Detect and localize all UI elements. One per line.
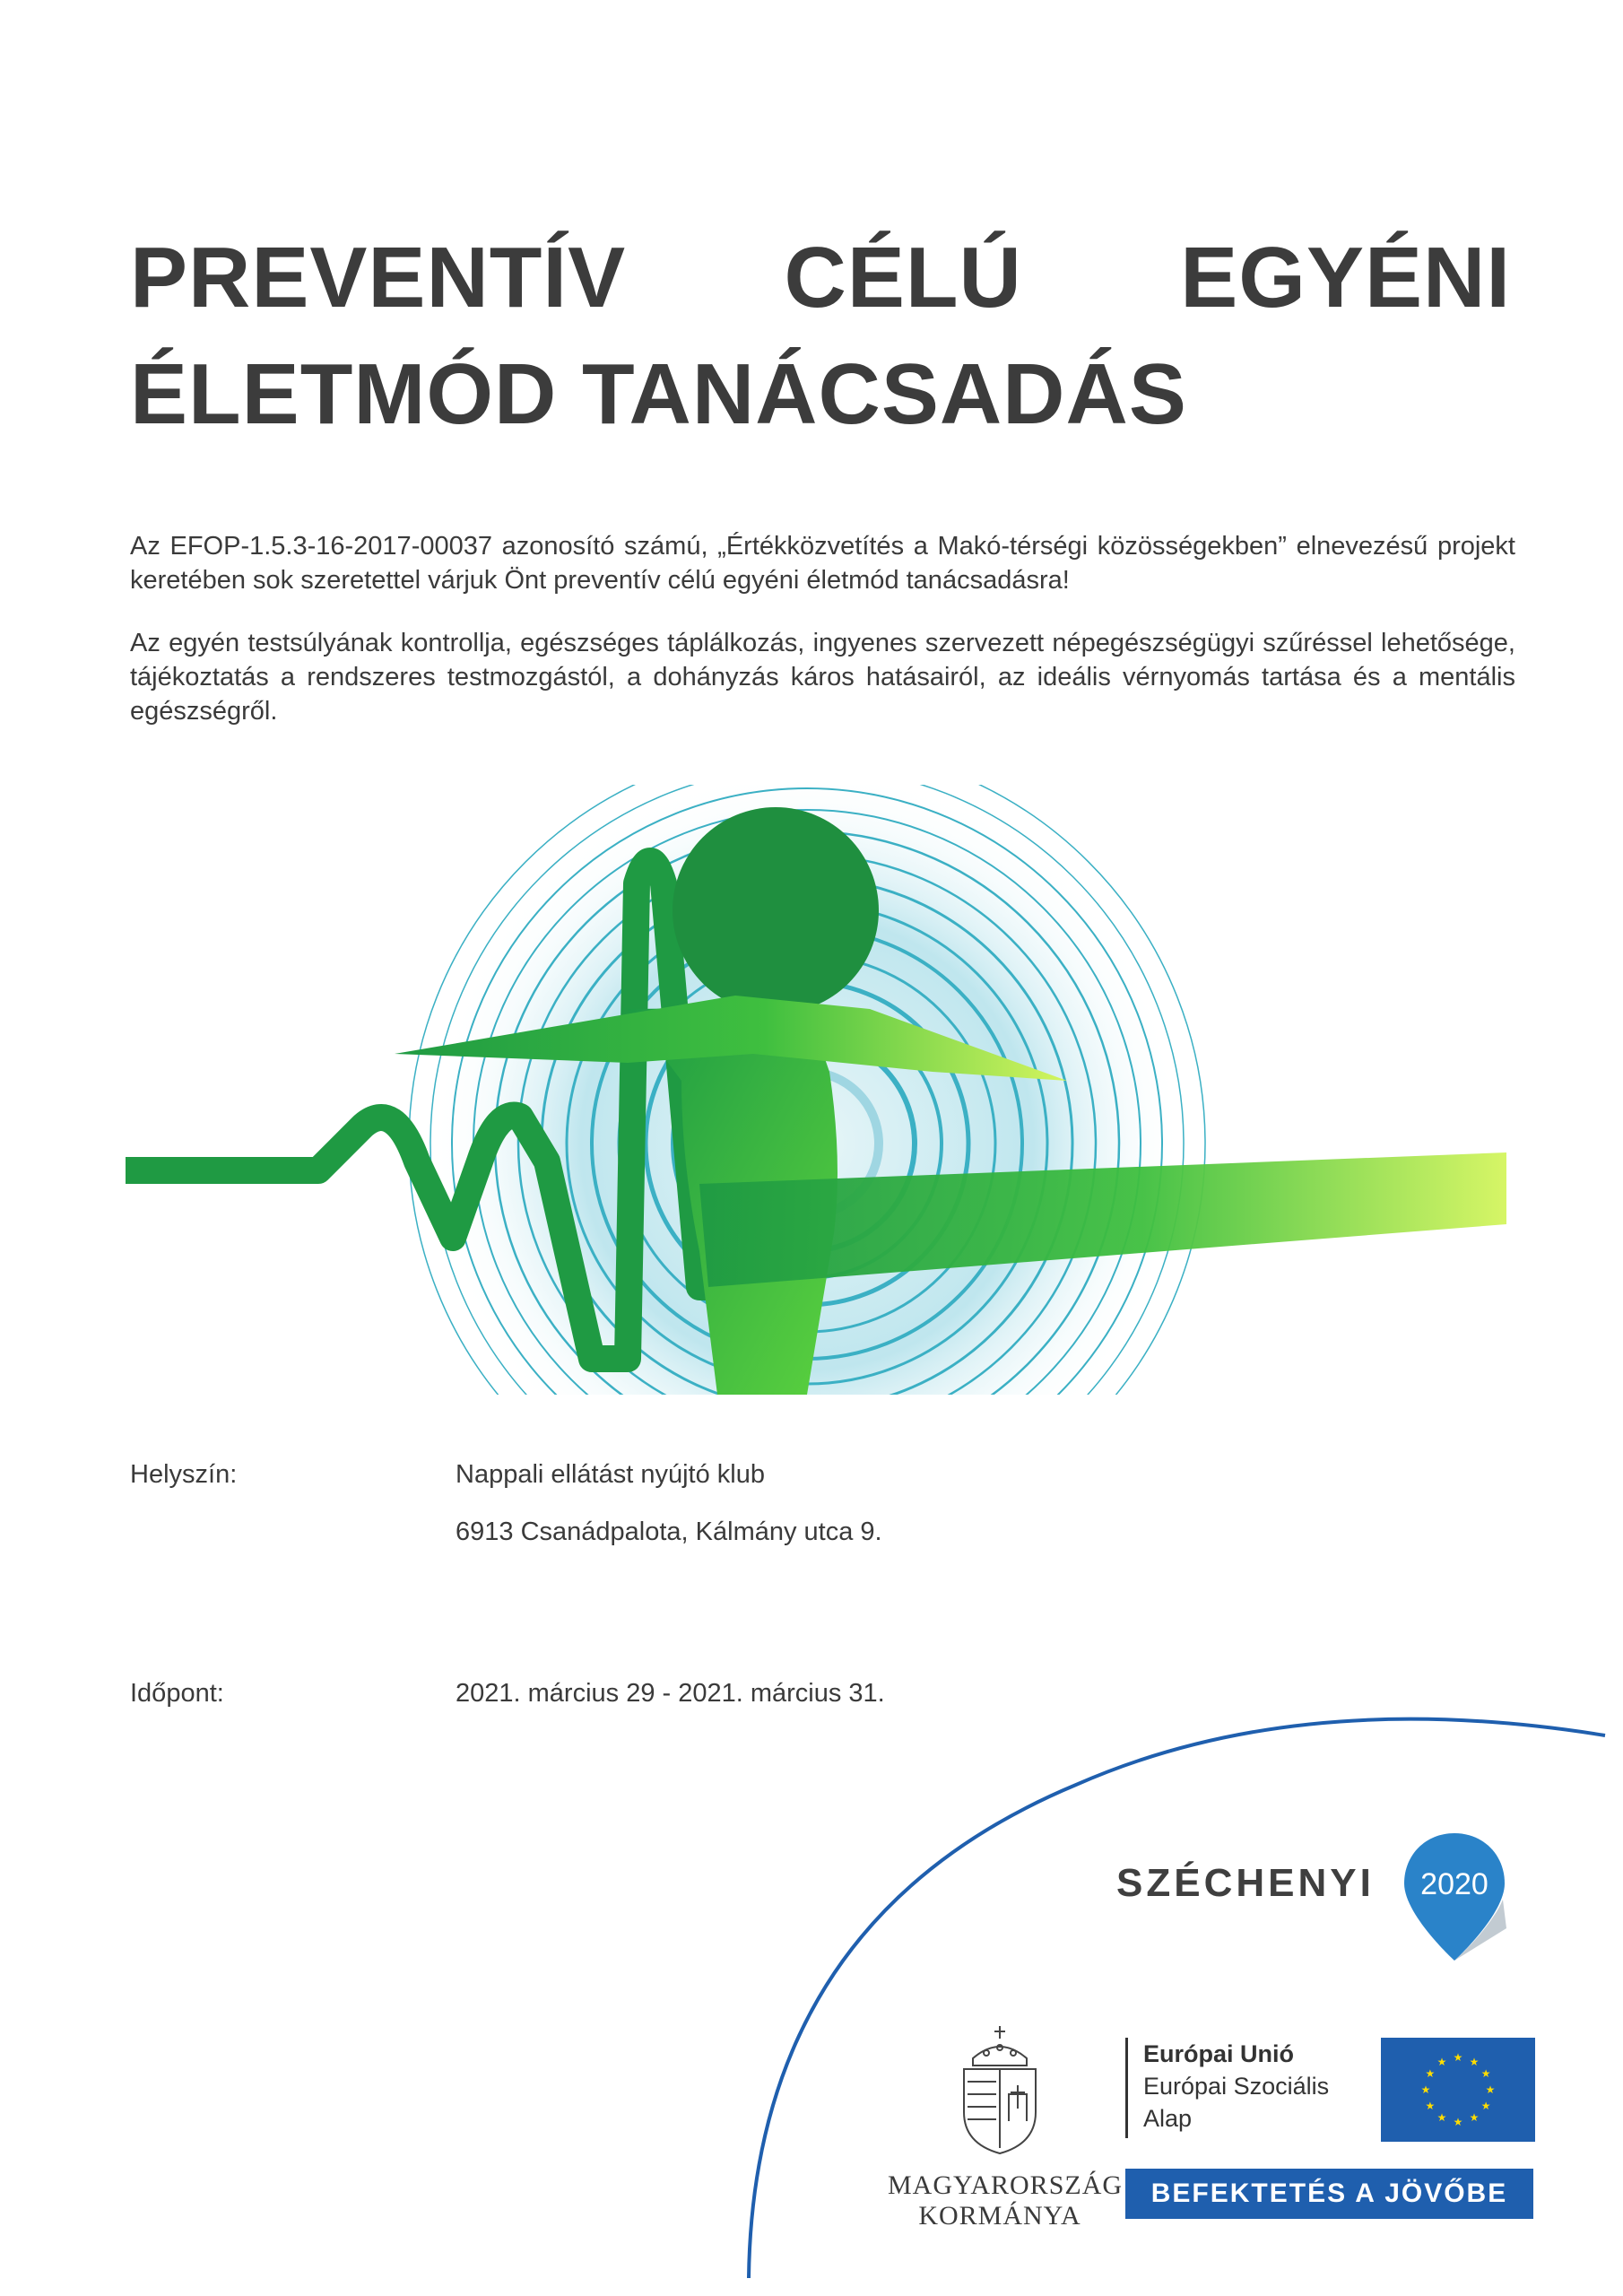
date-label: Időpont: <box>130 1679 224 1708</box>
eu-star-icon: ★ <box>1425 2100 1436 2112</box>
title-line-2: ÉLETMÓD TANÁCSADÁS <box>130 346 1187 442</box>
hero-illustration <box>126 785 1524 1395</box>
szechenyi-pin-icon <box>1401 1830 1508 1964</box>
title-word-1: PREVENTÍV <box>130 230 627 326</box>
government-line-2: KORMÁNYA <box>918 2201 1081 2231</box>
intro-paragraph-2: Az egyén testsúlyának kontrollja, egészséges táplálkozás, ingyenes szervezett népegészségügyi szűréssel lehetősége, tájékoztatás a rendszeres testmozgástól, a dohányzás káros hatásairól, az ideális vérnyomás tartása és a mentális egészségről. <box>130 629 1515 726</box>
eu-star-icon: ★ <box>1436 2055 1447 2068</box>
coat-of-arms-icon <box>955 2022 1045 2157</box>
eu-star-icon: ★ <box>1453 2051 1463 2064</box>
eu-line-3: Alap <box>1143 2105 1193 2132</box>
page-title <box>130 220 1511 453</box>
eu-star-icon: ★ <box>1485 2083 1496 2096</box>
eu-star-icon: ★ <box>1420 2083 1431 2096</box>
location-label: Helyszín: <box>130 1460 238 1489</box>
date-value: 2021. március 29 - 2021. március 31. <box>456 1679 885 1708</box>
eu-star-icon: ★ <box>1480 2100 1491 2112</box>
ecg-line <box>126 861 717 1359</box>
eu-star-icon: ★ <box>1453 2116 1463 2128</box>
szechenyi-year: 2020 <box>1420 1867 1488 1901</box>
eu-line-1: Európai Unió <box>1143 2040 1294 2067</box>
eu-divider <box>1125 2038 1128 2138</box>
location-name: Nappali ellátást nyújtó klub <box>456 1460 765 1489</box>
eu-text-block <box>1143 2038 1329 2135</box>
invest-banner: BEFEKTETÉS A JÖVŐBE <box>1125 2169 1533 2219</box>
figure-head <box>673 807 879 1013</box>
title-word-3: EGYÉNI <box>1180 230 1511 326</box>
szechenyi-wordmark: SZÉCHENYI <box>1116 1861 1375 1905</box>
eu-star-icon: ★ <box>1425 2067 1436 2080</box>
title-line-1 <box>130 220 1511 336</box>
eu-line-2: Európai Szociális <box>1143 2073 1330 2100</box>
intro-text <box>130 529 1515 757</box>
eu-star-icon: ★ <box>1469 2055 1480 2068</box>
eu-star-icon: ★ <box>1469 2111 1480 2125</box>
eu-flag-icon <box>1381 2038 1535 2142</box>
eu-star-icon: ★ <box>1436 2111 1447 2125</box>
eu-star-icon: ★ <box>1480 2067 1491 2080</box>
government-line-1: MAGYARORSZÁG <box>888 2170 1124 2200</box>
title-word-2: CÉLÚ <box>784 230 1022 326</box>
location-address: 6913 Csanádpalota, Kálmány utca 9. <box>456 1518 882 1546</box>
government-logo-text <box>888 2170 1124 2231</box>
intro-paragraph-1: Az EFOP-1.5.3-16-2017-00037 azonosító számú, „Értékközvetítés a Makó-térségi közösségekben” elnevezésű projekt keretében sok szeretettel várjuk Önt preventív célú egyéni életmód tanácsadásra! <box>130 532 1515 595</box>
